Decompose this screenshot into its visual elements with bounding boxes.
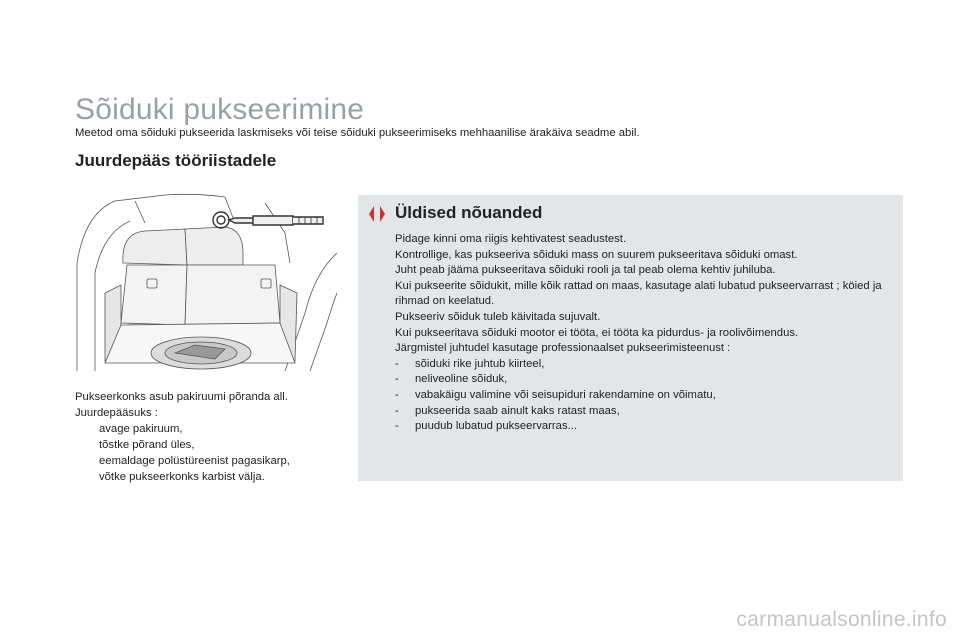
case-text: vabakäigu valimine või seisupiduri rakendamine on võimatu, [415,388,716,401]
advice-line: Kui pukseerite sõidukit, mille kõik rattad on maas, kasutage alati lubatud pukseervarrast ; köied ja rihmad on keelatud. [395,279,882,308]
list-item [395,357,895,373]
trunk-illustration [75,193,337,371]
list-item [75,421,345,437]
step-text: tõstke põrand üles, [99,439,195,451]
warning-icon [367,204,387,224]
access-label: Juurdepääsuks : [75,407,158,419]
advice-line: Järgmistel juhtudel kasutage professionaalset pukseerimisteenust : [395,342,731,355]
access-instructions [75,389,345,485]
bullet-icon [75,469,99,485]
dash-marker: - [395,357,399,370]
case-text: neliveoline sõiduk, [415,373,508,386]
bullet-icon [75,421,99,437]
dash-marker: - [395,404,399,417]
list-item [395,388,895,404]
case-text: sõiduki rike juhtub kiirteel, [415,357,545,370]
advice-line: Kontrollige, kas pukseeriva sõiduki mass on suurem pukseeritava sõiduki omast. [395,248,798,261]
section-heading: Juurdepääs tööriistadele [75,151,277,170]
list-item [75,453,345,469]
advice-line: Pukseeriv sõiduk tuleb käivitada sujuvalt. [395,310,601,323]
advice-line: Pidage kinni oma riigis kehtivatest seadustest. [395,233,627,245]
bullet-icon [75,453,99,469]
list-item [395,419,895,435]
list-item [75,469,345,485]
dash-marker: - [395,373,399,386]
watermark: carmanualsonline.info [736,608,947,631]
advice-title: Üldised nõuanded [395,203,543,222]
page-title: Sõiduki pukseerimine [75,93,365,126]
step-text: eemaldage polüstüreenist pagasikarp, [99,455,290,467]
list-item [75,437,345,453]
case-text: puudub lubatud pukseervarras... [415,420,578,433]
bullet-icon [75,437,99,453]
step-text: võtke pukseerkonks karbist välja. [99,471,265,483]
general-advice-box [358,195,903,481]
advice-body [395,232,895,435]
dash-marker: - [395,388,399,401]
case-text: pukseerida saab ainult kaks ratast maas, [415,404,620,417]
dash-marker: - [395,420,399,433]
step-text: avage pakiruum, [99,423,183,435]
hook-location-text: Pukseerkonks asub pakiruumi põranda all. [75,391,288,403]
advice-line: Juht peab jääma pukseeritava sõiduki rooli ja tal peab olema kehtiv juhiluba. [395,264,776,277]
advice-line: Kui pukseeritava sõiduki mootor ei tööta, ei tööta ka pidurdus- ja roolivõimendus. [395,326,799,339]
list-item [395,372,895,388]
intro-text: Meetod oma sõiduki pukseerida laskmiseks või teise sõiduki pukseerimiseks mehhaanilise ärakäiva seadme abil. [75,127,640,139]
list-item [395,404,895,420]
